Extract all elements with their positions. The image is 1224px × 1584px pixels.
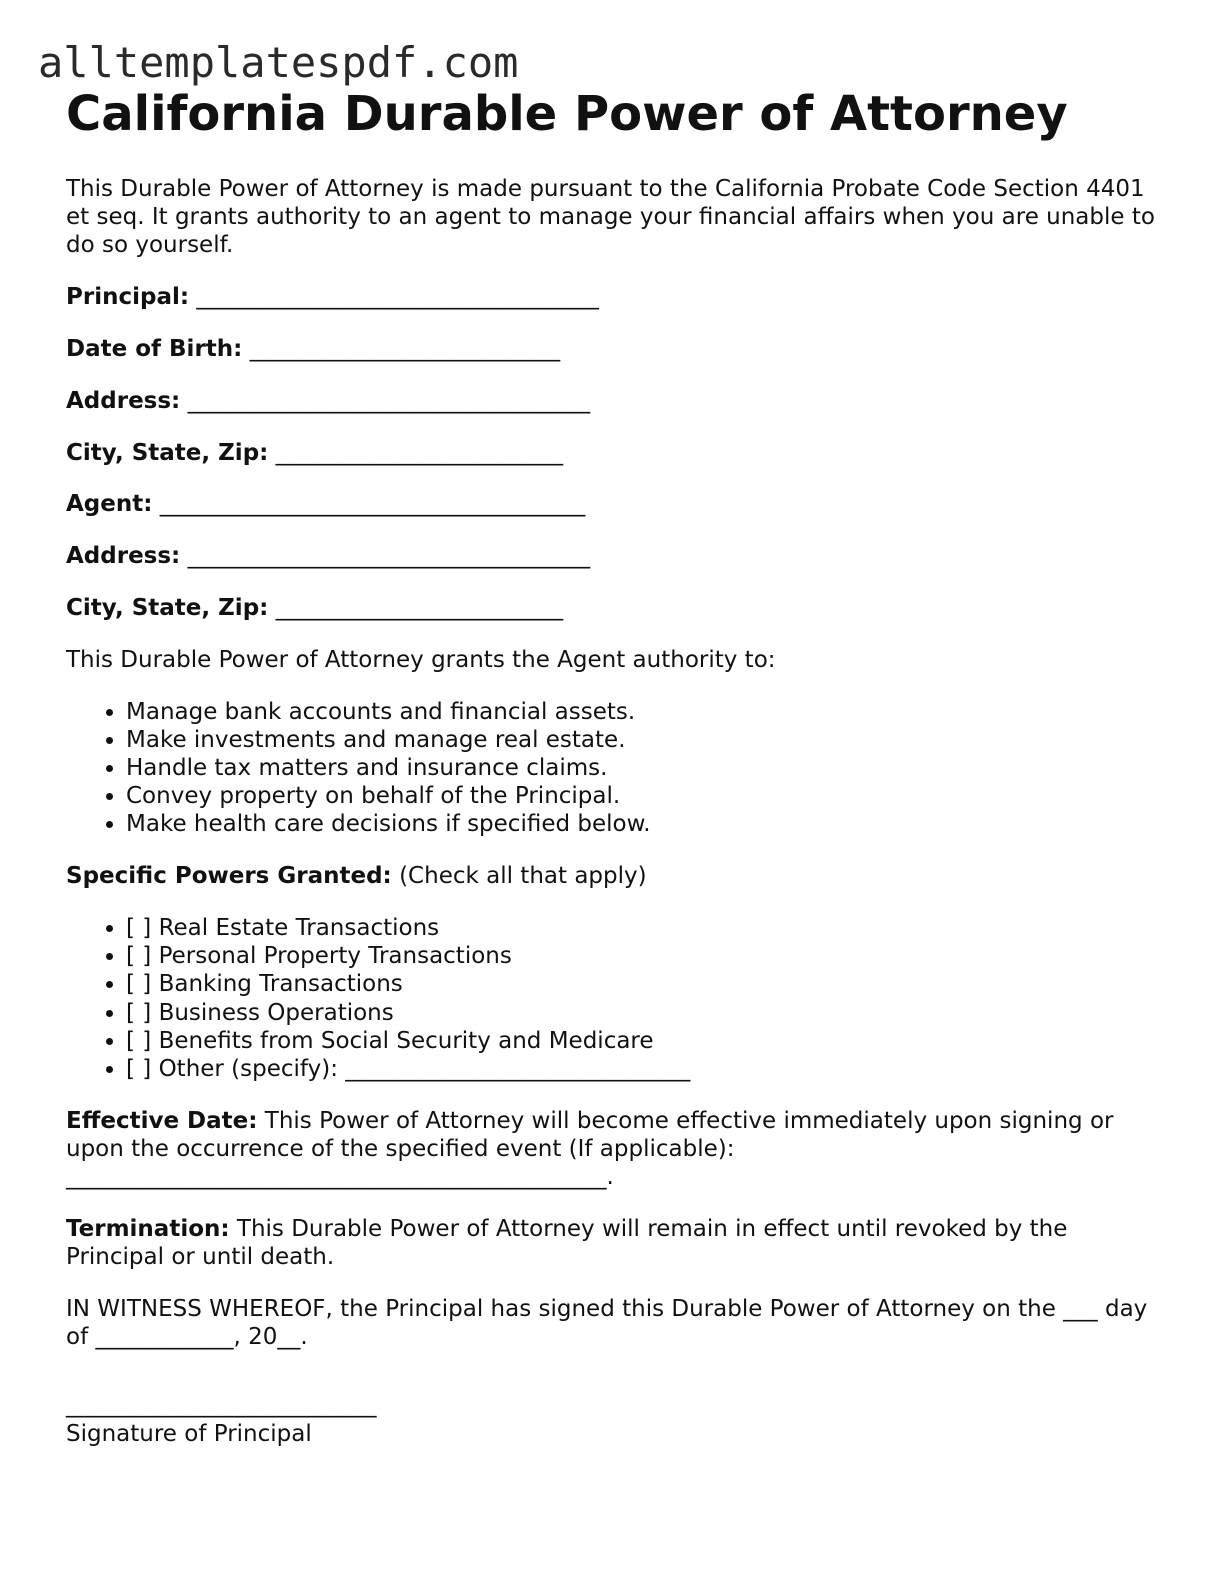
list-item: • Handle tax matters and insurance claims. xyxy=(126,754,1156,782)
agent-city-state-zip-blank[interactable]: _________________________ xyxy=(275,594,564,621)
agent-blank[interactable]: _____________________________________ xyxy=(159,491,586,518)
witness-paragraph: IN WITNESS WHEREOF, the Principal has signed this Durable Power of Attorney on the ___ day of ____________, 20__. xyxy=(66,1296,1148,1351)
principal-address-field xyxy=(66,387,1156,415)
agent-city-state-zip-field xyxy=(66,594,1156,622)
field-label: City, State, Zip: xyxy=(66,439,269,466)
principal-city-state-zip-field xyxy=(66,439,1156,467)
specific-powers-label: Specific Powers Granted: xyxy=(66,863,392,890)
effective-date-label: Effective Date: xyxy=(66,1107,258,1134)
watermark-text: alltemplatespdf.com xyxy=(38,38,519,87)
specific-powers-heading xyxy=(66,862,1156,890)
checkbox-item-banking[interactable]: • [ ] Banking Transactions xyxy=(126,970,1156,998)
list-item: • Make health care decisions if specified below. xyxy=(126,810,1156,838)
authority-intro: This Durable Power of Attorney grants the Agent authority to: xyxy=(66,646,776,673)
field-label: Address: xyxy=(66,387,181,414)
specific-powers-list xyxy=(66,914,1156,1083)
effective-date-text: This Power of Attorney will become effective immediately upon signing or upon the occurrence of the specified event (If applicable): _______________________________________________. xyxy=(66,1107,1114,1191)
list-item: • Convey property on behalf of the Principal. xyxy=(126,782,1156,810)
agent-address-field xyxy=(66,542,1156,570)
termination-paragraph xyxy=(66,1215,1156,1271)
termination-text: This Durable Power of Attorney will remain in effect until revoked by the Principal or until death. xyxy=(66,1216,1068,1271)
effective-date-paragraph xyxy=(66,1107,1156,1192)
agent-field xyxy=(66,490,1156,518)
specific-powers-note: (Check all that apply) xyxy=(399,863,647,890)
intro-paragraph: This Durable Power of Attorney is made pursuant to the California Probate Code Section 4401 et seq. It grants authority to an agent to manage your financial affairs when you are unable to do so yourself. xyxy=(66,176,1155,259)
document-title: California Durable Power of Attorney xyxy=(66,86,1068,142)
signature-block xyxy=(66,1391,1156,1447)
checkbox-item-business[interactable]: • [ ] Business Operations xyxy=(126,999,1156,1027)
field-label: Principal: xyxy=(66,284,190,311)
termination-label: Termination: xyxy=(66,1216,230,1242)
document-body xyxy=(66,175,1156,1448)
principal-address-blank[interactable]: ___________________________________ xyxy=(187,387,591,414)
principal-city-state-zip-blank[interactable]: _________________________ xyxy=(275,439,564,466)
agent-address-blank[interactable]: ___________________________________ xyxy=(187,543,591,570)
field-label: Address: xyxy=(66,543,181,570)
date-of-birth-field xyxy=(66,335,1156,363)
checkbox-item-benefits[interactable]: • [ ] Benefits from Social Security and Medicare xyxy=(126,1027,1156,1055)
field-label: Date of Birth: xyxy=(66,336,243,362)
date-of-birth-blank[interactable]: ___________________________ xyxy=(249,336,561,362)
principal-field xyxy=(66,283,1156,311)
authority-list xyxy=(66,698,1156,839)
checkbox-item-personal-property[interactable]: • [ ] Personal Property Transactions xyxy=(126,942,1156,970)
checkbox-item-real-estate[interactable]: • [ ] Real Estate Transactions xyxy=(126,914,1156,942)
principal-blank[interactable]: ___________________________________ xyxy=(196,284,599,311)
signature-line[interactable]: ___________________________ xyxy=(66,1392,377,1419)
signature-label: Signature of Principal xyxy=(66,1420,312,1447)
field-label: City, State, Zip: xyxy=(66,594,269,621)
list-item: • Manage bank accounts and financial assets. xyxy=(126,698,1156,726)
checkbox-item-other[interactable]: • [ ] Other (specify): ______________________________ xyxy=(126,1055,1156,1083)
field-label: Agent: xyxy=(66,491,153,518)
list-item: • Make investments and manage real estate. xyxy=(126,726,1156,754)
